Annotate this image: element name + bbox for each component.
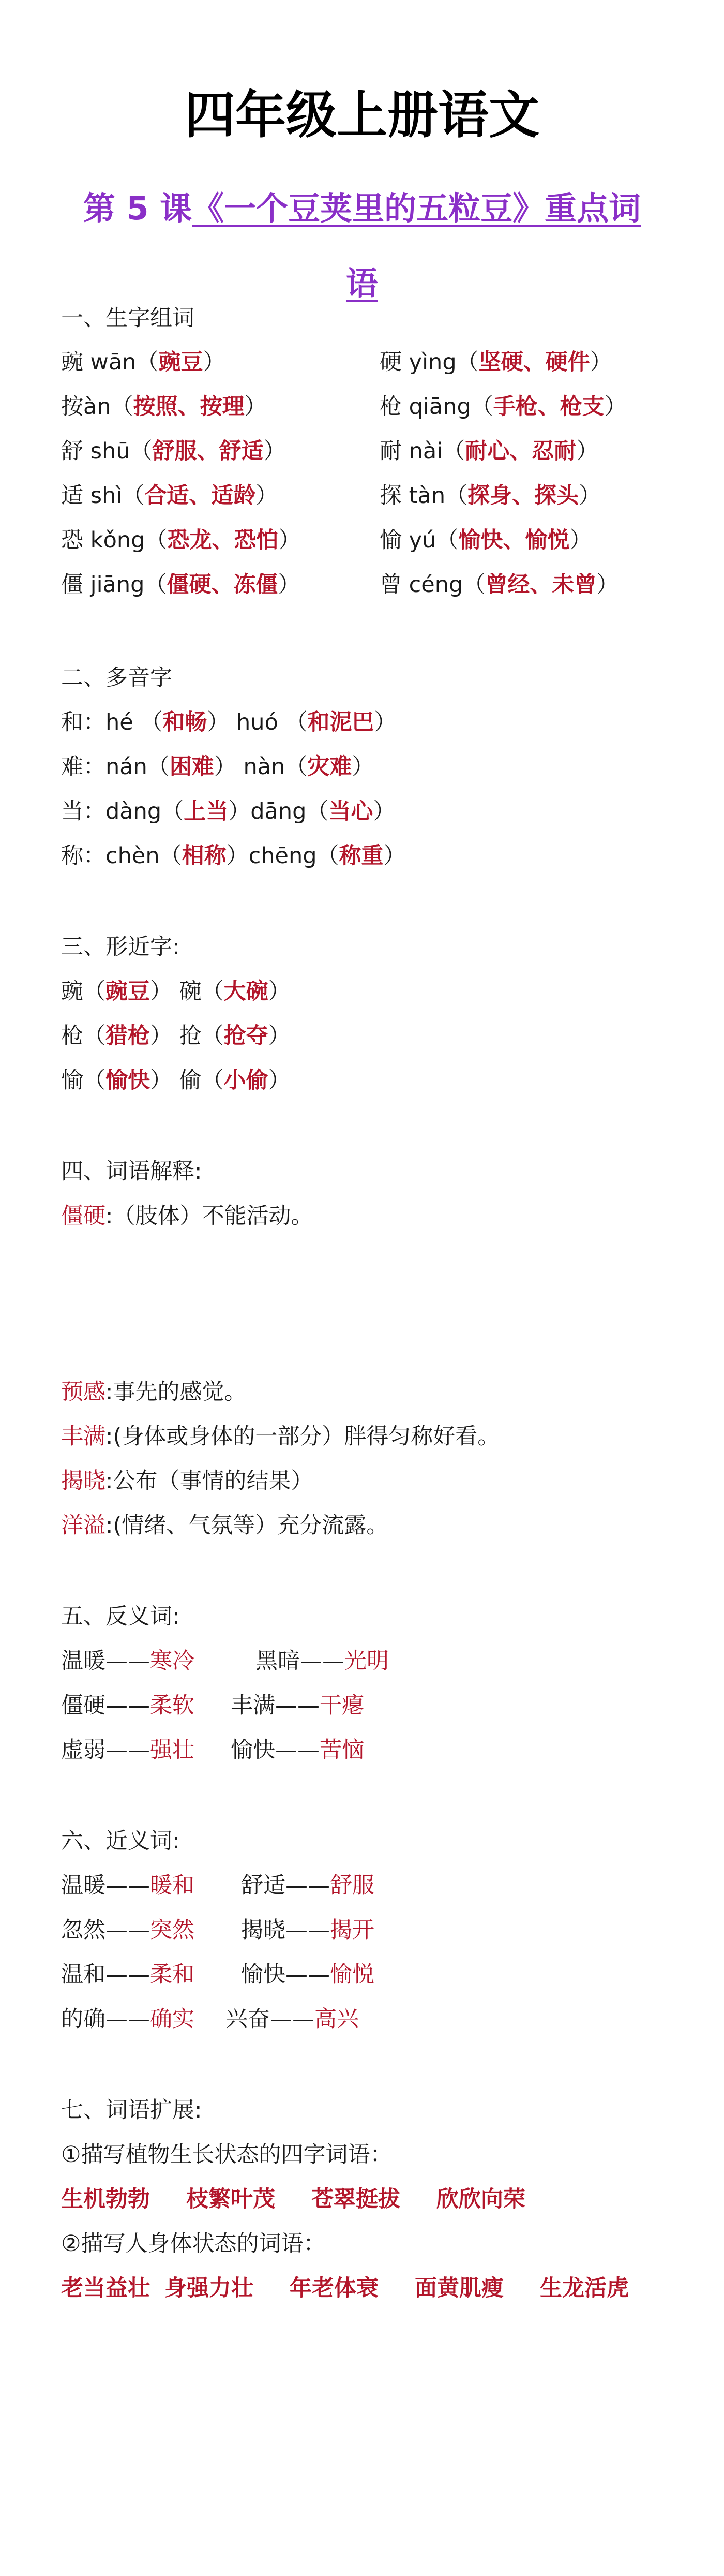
similar-char-row: 豌（豌豆） 碗（大碗） <box>61 979 291 1004</box>
definition-item: 洋溢:(情绪、气氛等）充分流露。 <box>61 1513 389 1538</box>
section-heading-1: 一、生字组词 <box>61 305 194 331</box>
polyphone-row: 称：chèn（相称）chēng（称重） <box>61 843 406 869</box>
subheading-plants: ①描写植物生长状态的四字词语： <box>61 2142 393 2168</box>
vocab-item: 舒 shū（舒服、舒适） <box>61 438 286 464</box>
section-heading-5: 五、反义词: <box>61 1604 180 1630</box>
vocab-item: 恐 kǒng（恐龙、恐怕） <box>61 527 301 553</box>
definition-item: 揭晓:公布（事情的结果） <box>61 1468 313 1494</box>
vocab-item: 探 tàn（探身、探头） <box>380 483 601 509</box>
vocab-item: 愉 yú（愉快、愉悦） <box>380 527 592 553</box>
similar-char-row: 枪（猎枪） 抢（抢夺） <box>61 1023 291 1049</box>
synonym-row: 温和——柔和 愉快——愉悦 <box>61 1962 374 1988</box>
section-heading-7: 七、词语扩展: <box>61 2097 202 2123</box>
similar-char-row: 愉（愉快） 偷（小偷） <box>61 1068 291 1093</box>
vocab-item: 硬 yìng（坚硬、硬件） <box>380 349 612 375</box>
polyphone-row: 难：nán（困难） nàn（灾难） <box>61 754 374 780</box>
vocab-item: 适 shì（合适、适龄） <box>61 483 278 509</box>
synonym-row: 忽然——突然 揭晓——揭开 <box>61 1917 374 1943</box>
vocab-item: 僵 jiāng（僵硬、冻僵） <box>61 572 300 598</box>
vocab-item: 豌 wān（豌豆） <box>61 349 225 375</box>
vocab-item: 曾 céng（曾经、未曾） <box>380 572 619 598</box>
definition-item: 预感:事先的感觉。 <box>61 1379 247 1405</box>
word-list-body: 老当益壮 身强力壮 年老体衰 面黄肌瘦 生龙活虎 <box>61 2275 629 2301</box>
polyphone-row: 当：dàng（上当）dāng（当心） <box>61 798 396 824</box>
antonym-row: 僵硬——柔软 丰满——干瘪 <box>61 1693 364 1719</box>
polyphone-row: 和：hé （和畅） huó （和泥巴） <box>61 709 397 735</box>
word-list-plants: 生机勃勃 枝繁叶茂 苍翠挺拔 欣欣向荣 <box>61 2186 525 2212</box>
section-heading-2: 二、多音字 <box>61 665 172 691</box>
lesson-title-link[interactable]: 《一个豆荚里的五粒豆》重点词 <box>192 189 641 227</box>
antonym-row: 虚弱——强壮 愉快——苦恼 <box>61 1737 364 1763</box>
vocab-item: 耐 nài（耐心、忍耐） <box>380 438 599 464</box>
synonym-row: 温暖——暖和 舒适——舒服 <box>61 1873 374 1899</box>
synonym-row: 的确——确实 兴奋——高兴 <box>61 2006 359 2032</box>
page-title: 四年级上册语文 <box>184 86 539 145</box>
lesson-subtitle <box>62 171 662 321</box>
definition-item: 丰满:(身体或身体的一部分）胖得匀称好看。 <box>61 1424 500 1449</box>
lesson-number: 第 5 课 <box>83 189 192 227</box>
section-heading-4: 四、词语解释: <box>61 1159 202 1185</box>
section-heading-6: 六、近义词: <box>61 1828 180 1854</box>
lesson-title-wrap[interactable]: 语 <box>345 264 378 302</box>
vocab-item: 枪 qiāng（手枪、枪支） <box>380 394 627 420</box>
antonym-row: 温暖——寒冷 黑暗——光明 <box>61 1648 389 1674</box>
section-heading-3: 三、形近字: <box>61 934 180 960</box>
vocab-item: 按àn（按照、按理） <box>61 394 267 420</box>
subheading-body: ②描写人身体状态的词语： <box>61 2231 326 2257</box>
definition-item: 僵硬:（肢体）不能活动。 <box>61 1203 313 1229</box>
